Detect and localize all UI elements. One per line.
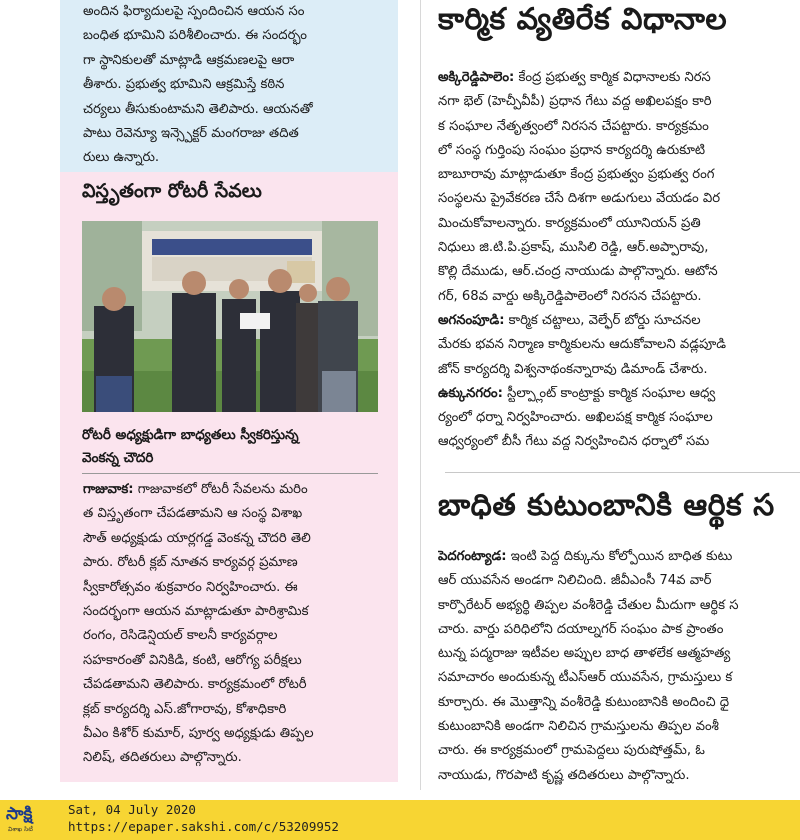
- text-line: [438, 715, 800, 739]
- text-line: [438, 212, 800, 236]
- text-line: [438, 309, 800, 333]
- text-line: [438, 406, 800, 430]
- text-run: మించుకోవాలన్నారు. కార్యక్రమంలో యూనియన్ ప్రతి: [438, 215, 701, 231]
- caption-divider: [82, 473, 378, 474]
- logo-text: సాక్షి: [6, 804, 33, 824]
- text-line: [438, 333, 800, 357]
- text-line: నిలిష్, తదితరులు పాల్గొన్నారు.: [83, 750, 242, 766]
- text-run: నిధులు జి.టి.పి.ప్రకాష్, ముసిలి రెడ్డి, ఆర్.అప్పారావు,: [438, 240, 709, 256]
- text-line: [438, 430, 800, 454]
- text-line: రులు ఉన్నారు.: [83, 150, 160, 166]
- text-run: సంస్థలను ప్రైవేకరణ చేసే దిశగా అడుగులు వేయడం విర: [438, 191, 721, 207]
- text-line: [438, 163, 800, 187]
- text-line: సందర్భంగా ఆయన మాట్లాడుతూ పారిశ్రామిక: [83, 604, 309, 620]
- text-run: జోన్ కార్యదర్శి విశ్వనాథంకన్నారావు డిమాండ్ చేశారు.: [438, 361, 708, 377]
- rotary-headline: విస్తృతంగా రోటరీ సేవలు: [82, 180, 262, 202]
- financial-aid-headline: బాధిత కుటుంబానికి ఆర్థిక స: [438, 488, 775, 523]
- left-article-body: [83, 0, 379, 171]
- dateline: ఉక్కునగరం:: [438, 385, 503, 401]
- text-run: గర్, 68వ వార్డు అక్కిరెడ్డిపాలెంలో నిరసన చేపట్టారు.: [438, 288, 702, 304]
- text-run: చారు. వార్డు పరిధిలోని దయాల్నగర్ సంఘం పాక ప్రాంతం: [438, 621, 724, 637]
- text-run: కుటుంబానికి అండగా నిలిచిన గ్రామస్తులను తిప్పల వంశీ: [438, 719, 719, 735]
- column-divider: [420, 0, 421, 790]
- text-line: [438, 594, 800, 618]
- text-line: త విస్తృతంగా చేపడతామని ఆ సంస్థ విశాఖ: [83, 506, 303, 522]
- text-line: [438, 545, 800, 569]
- text-line: [438, 358, 800, 382]
- text-line: పారు. రోటరీ క్లబ్ నూతన కార్యవర్గ ప్రమాణ: [83, 555, 298, 571]
- text-run: ఇంటి పెద్ద దిక్కును కోల్పోయిన బాధిత కుటు: [506, 549, 733, 564]
- text-run: ర్యంలో ధర్నా నిర్వహించారు. అఖిలపక్ష కార్మిక సంఘాల: [438, 410, 713, 426]
- text-run: స్టీల్ప్లాంట్ కాంట్రాక్టు కార్మిక సంఘాల ఆధ్వ: [502, 385, 716, 401]
- text-line: చర్యలు తీసుకుంటామని తెలిపారు. ఆయనతో: [83, 101, 313, 117]
- edition-date: Sat, 04 July 2020: [68, 802, 196, 817]
- rotary-photo-illustration: [82, 221, 378, 412]
- text-line: [438, 739, 800, 763]
- rotary-photo[interactable]: [82, 221, 378, 412]
- dateline: అక్కిరెడ్డిపాలెం:: [438, 70, 515, 85]
- financial-aid-article-body: [438, 545, 800, 788]
- text-line: వీఎం కిశోర్ కుమార్, పూర్వ అధ్యక్షుడు తిప్పల: [83, 726, 314, 742]
- text-run: బాబూరావు మాట్లాడుతూ కేంద్ర ప్రభుత్వం ప్రభుత్వ రంగ: [438, 167, 715, 183]
- text-line: అందిన ఫిర్యాదులపై స్పందించిన ఆయన సం: [83, 4, 305, 19]
- logo-subtext: విశాఖ సిటీ: [8, 826, 33, 833]
- text-line: క్లబ్ కార్యదర్శి ఎస్.జోగారావు, కోశాధికారి: [83, 701, 287, 717]
- text-line: [438, 260, 800, 284]
- text-line: [83, 478, 379, 502]
- dateline: పెదగంట్యాడ:: [438, 549, 507, 564]
- text-line: [438, 569, 800, 593]
- text-line: పాటు రెవెన్యూ ఇన్స్పెక్టర్ మంగరాజు తదిత: [83, 126, 299, 142]
- text-run: క సంఘాల నేతృత్వంలో నిరసన చేపట్టారు. కార్యక్రమం: [438, 118, 709, 134]
- epaper-url[interactable]: https://epaper.sakshi.com/c/53209952: [68, 819, 339, 834]
- sakshi-logo[interactable]: [6, 804, 60, 836]
- text-line: సహకారంతో వినికిడి, కంటి, ఆరోగ్య పరీక్షలు: [83, 652, 302, 668]
- text-run: టున్న పద్మరాజు ఇటీవల అప్పుల బాధ తాళలేక ఆత్మహత్య: [438, 646, 731, 662]
- caption-line-1: రోటరీ అధ్యక్షుడిగా బాధ్యతలు స్వీకరిస్తున్న: [82, 427, 299, 443]
- text-run: చారు. ఈ కార్యక్రమంలో గ్రామపెద్దలు పురుషోత్తమ్, ఓ: [438, 743, 705, 759]
- text-line: [438, 618, 800, 642]
- text-line: రంగం, రెసిడెన్షియల్ కాలనీ కార్యవర్గాల: [83, 628, 278, 644]
- text-run: ఆర్ యువసేన అండగా నిలిచింది. జీవీఎంసీ 74వ వార్: [438, 573, 712, 589]
- text-line: [438, 187, 800, 211]
- dateline: గాజువాక:: [83, 482, 134, 497]
- text-line: బంధిత భూమిని పరిశీలించారు. ఈ సందర్భం: [83, 28, 307, 44]
- text-run: ఆధ్వర్యంలో బీసీ గేటు వద్ద నిర్వహించిన ధర్నాలో సమ: [438, 434, 710, 450]
- text-run: కొల్లి దేముడు, ఆర్.చంద్ర నాయుడు పాల్గొన్నారు. ఆటోన: [438, 264, 718, 280]
- text-line: తీశారు. ప్రభుత్వ భూమిని ఆక్రమిస్తే కఠిన: [83, 77, 285, 93]
- text-run: లో సంస్థ గుర్తింపు సంఘం ప్రధాన కార్యదర్శి ఉరుకూటి: [438, 142, 706, 158]
- text-line: గా స్థానికులతో మాట్లాడి ఆక్రమణలపై ఆరా: [83, 52, 295, 68]
- text-run: కూర్చారు. ఈ మొత్తాన్ని వంశీరెడ్డి కుటుంబానికి అందించి ధై: [438, 694, 730, 710]
- text-line: [438, 764, 800, 788]
- text-run: కేంద్ర ప్రభుత్వ కార్మిక విధానాలకు నిరస: [514, 70, 711, 85]
- text-line: చేపడతామని తెలిపారు. కార్యక్రమంలో రోటరీ: [83, 677, 307, 693]
- caption-line-2: వెంకన్న చౌదరి: [82, 450, 154, 466]
- text-line: [438, 666, 800, 690]
- text-line: [438, 642, 800, 666]
- text-run: కార్పొరేటర్ అభ్యర్థి తిప్పల వంశీరెడ్డి చేతుల మీదుగా ఆర్థిక స: [438, 597, 739, 613]
- text-line: [438, 285, 800, 309]
- rotary-article-body: [83, 478, 379, 771]
- text-line: [438, 66, 800, 90]
- text-line: [438, 382, 800, 406]
- text-run: సమాచారం అందుకున్న టీఎస్ఆర్ యువసేన, గ్రామస్తులు క: [438, 670, 733, 686]
- text-line: [438, 236, 800, 260]
- text-run: కార్మిక చట్టాలు, వెల్ఫేర్ బోర్డు సూచనల: [504, 312, 701, 328]
- text-run: నాయుడు, గొరపాటి కృష్ణ తదితరులు పాల్గొన్నారు.: [438, 767, 690, 783]
- text-line: స్వీకారోత్సవం శుక్రవారం నిర్వహించారు. ఈ: [83, 579, 298, 595]
- article-separator: [445, 472, 800, 473]
- text-line: [438, 115, 800, 139]
- text-line: [438, 139, 800, 163]
- text-line: [438, 691, 800, 715]
- labour-policy-article-body: [438, 66, 800, 455]
- text-run: గాజువాకలో రోటరీ సేవలను మరిం: [133, 482, 308, 497]
- rotary-photo-caption: [82, 424, 382, 470]
- labour-policy-headline: కార్మిక వ్యతిరేక విధానాల: [438, 2, 728, 37]
- text-line: సౌత్ అధ్యక్షుడు యార్లగడ్డ వెంకన్న చౌదరి తెలి: [83, 530, 311, 546]
- text-run: నగా భెల్ (హెచ్పీవీపీ) ప్రధాన గేటు వద్ద అఖిలపక్షం కారి: [438, 94, 712, 110]
- text-line: [438, 90, 800, 114]
- text-run: మేరకు భవన నిర్మాణ కార్మికులను ఆదుకోవాలని వడ్లపూడి: [438, 337, 727, 353]
- dateline: అగనంపూడి:: [438, 312, 505, 328]
